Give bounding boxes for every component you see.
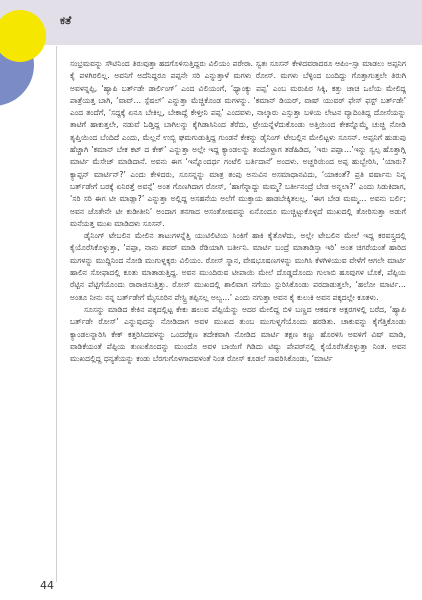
page-number: 44 [40, 579, 54, 592]
paragraph: ಸಂಭ್ರಮವನ್ನು ಸೌಟಿನಿಂದ ತಿರುವುತ್ತಾ ಹದಗೊಳಿಸುತ್ತಿದ್ದರು ವಿಲಿಯಂ ಪರೇರಾ. ಸ್ವತಃ ಸೂಸನ್ ಕೇಳಿದವರಾದರೂ ಆಪಿಂ–ಸ್ಸಾ ಮಾಡಲು ಅಪ್ಪನಿಗ ಕೈ ಪಳಗಿರಲಿಲ್ಲ. ಅವನಿಗೆ ಅದೆನಿದ್ದರೂ ಪಪ್ಪನೇ ಸರಿ ಎನ್ನುತ್ತಾಳೆ ಮಗಳು ರೋಸ್. ಮಗಳು ಬೆಳ್ಳಿಂದ ಬಂದಿದ್ದು ಗೊತ್ತಾಗುತ್ತಲೇ ತಿರುಗಿ ಅವಳನ್ನಪ್ಪಿ, ‘ಹ್ಯಾಪಿ ಬರ್ತ್‌ಡೇ ಡಾರ್ಲಿಂಗ್’ ಎಂದ ವಿಲಿಯಂಗೆ, ‘ಥ್ಯಾಂಕ್ಯು ಪಪ್ಪ’ ಎಂಬ ಮರುಪಿರ ಸಿಕ್ಕಿ, ಕತ್ತು ಚಾಚಿ ಒಲೆಯ ಮೇಲಿದ್ದ ಪಾತ್ರೆಯತ್ತ ಬಾಗಿ, ‘ವಾವ್… ಸ್ಪೆಷಲ್’ ಎನ್ನುತ್ತಾ ಮೆಚ್ಚಿಕೊಂಡ ಮಗಳನ್ನು. ‘ಕಮಾನ್ ಡಿಯರ್, ವಾಷ್ ಯುವರ್ ಫೇಸ್ ಫಸ್ಟ್ ಬರ್ತ್‌ಡೇ’ ಎಂದ ತಂದೆಗೆ, ‘ಸದ್ದಕ್ಕೆ ಏನೂ ಬೇಕಿಲ್ಲ, ಬೇಕಾದ್ದೆ ಕೇಳ್ತೀನಿ ಪಪ್ಪ’ ಎಂದವಳು, ನಾಲ್ಕಾರು ಎಸ್ಸುತ್ತಾ ಬಳಿಯ ಲೇಟನ ವ್ಯಾದಿಂತಿದ್ದ ದೋಸೆಯನ್ನು ತಾಟಿಗೆ ಹಾಕುತ್ತಲೇ, ನಡುವೆ ಓಡ್ತಿದ್ದ ಬಾಗಿಲನ್ನು ಕೈಗಿಡಾಸಿನಿಂದ ತೆರೆದು, ಟ್ರೇಯನ್ನೆಳೆದುಕೊಂಡು ಅತ್ತಿಯಿಂದ ಕೇಕನ್ನೊಮ್ಮೆ ಚುಚ್ಚಿ ನೋಡಿ ತೃಪ್ತಿಯಿಂದ ಬೆಂದಿದೆ ಎಂದು, ಮೆಲ್ಲನೆ ಉಬ್ಬಿ ಘಮಗುಡುತ್ತಿದ್ದ ಗುಂಡನೆ ಕೇಕನ್ನು ಡೈನಿಂಗ್ ಟೇಬಲ್ಲಿನ ಮೇಲಿಟ್ಟಳು ಸೂಸನ್. ಅಪ್ಪನಿಗೆ ಹುಡುಪು ಹೆಚ್ಚಾಗಿ ‘ಕಮಾನ್ ಬೇಕ ಕಟ್ ದ ಕೇಕ್’ ಎನ್ನುತ್ತಾ ಅಲ್ಲೇ ಇದ್ದ ಕ್ಯಾಂಡಲನ್ನು ತಂದೊಳ್ದಾಗ ತಡೆಹಿಡಿದ, ‘ಇರು ಪಪ್ಪಾ…’ಇನ್ನು ಸ್ವಲ್ಪ ಹೊತ್ತಾಗ್ಲಿ ಮಾರ್ಟಿ ಮೆಸೇಜ್ ಮಾಡಿದಾನೆ. ಅವನು ಈಗ ‘ಇನ್ನೊಂದರ್ಧ ಗಂಟೆಲಿ ಬರ್ತಿದಾನೆ’ ಅಂದಳು. ಅಚ್ಚರಿಯಿಂದ ಅಪ್ಪ ಹುಬ್ಬೇರಿಸಿ, ‘ಯಾರು? ಕ್ಯಾಪ್ಟನ್ ಮಾರ್ಟಿನ್?’ ಎಂದು ಕೇಳಿದರು, ಸೂಸನ್ನನ್ನು ಮಾತ್ರ ತಂಪು ಅನುವಿನ ಅಸಮಾಧಾನವಿದು, ‘ಯಾಕಂತೆ? ಪ್ರತಿ ವರ್ಷಾನು ನಿನ್ನ ಬರ್ತ್‌ಡೇಗೆ ಬರಕ್ಕೆ ಏನಿರತ್ತೆ ಅವನ್ಗೆ’ ಅಂತ ಗೊಣಗಿದಾಗ ರೋಸ್, ‘ಹಾಗೆನ್ನಾದ್ದು ಮಮ್ಮ? ಬರ್ತೀನಂದ್ರೆ ಬೇಡ ಅನ್ನಲಾ?’ ಎಂದು ಸಿಡುಕಿದಾಗ, ‘ಸರಿ ಸರಿ ಈಗ ಟೀ ಮಾಡ್ಲಾ?’ ಎನ್ನುತ್ತಾ ಅಲ್ಲಿದ್ದ ಅಸಹನೆಯ ಅಲೆಗೆ ಮುಕ್ತಾಯ ಹಾಡಬೇಕ್ಕಿತಲಲ್ಲ. ‘ಈಗ ಬೇಡ ಮಮ್ಮ… ಅವನು ಬರ್ಲಿ; ಅವನ ಜೊತೇನೇ ಟೀ ಕುಡೀತೀನಿ’ ಅಂದಾಗ ತನಗಾದ ಅಸಂತೋಷವನ್ನು ಏನೊಂದೂ ಮುಚ್ಚಿಟ್ಟುಕೊಳ್ಳದೆ ಮುಖದಲ್ಲಿ ತೋರಿಸುತ್ತಾ ಅಡುಗೆ ಮನೆಯತ್ತ ಮುಖ ಮಾಡಿದಳು ಸೂಸನ್. [70, 59, 406, 228]
paragraph: ಡೈನಿಂಗ್ ಟೇಬಲಿನ ಮೇಲಿನ ತಾಟುಗಳನ್ನೆತ್ತಿ ಯುಟಿಲಿಟಿಯ ಸಿಂಕಿಗೆ ಹಾಕಿ ಕೈತೊಳೆದು, ಅಲ್ಲೇ ಟೇಬಲಿನ ಮೇಲೆ ಇದ್ದ ಕರವಸ್ತ್ರದಲ್ಲಿ ಕೈಯೊರೆಸಿಕೊಳ್ಳುತ್ತಾ, ‘ಪಪ್ಪಾ, ನಾನು ಶವರ್ ಮಾಡಿ ರೆಡಿಯಾಗಿ ಬರ್ತೀನಿ. ಮಾರ್ಟಿ ಬಂದ್ರೆ ಮಾತಾಡಿಸ್ತಾ ಇರಿ’ ಅಂತ ಚಿಗರೆಯಂತೆ ಹಾರಿದ ಮಗಳನ್ನು ಮುದ್ದಿನಿಂದ ನೋಡಿ ಮುಗುಳ್ನಕ್ಕರು ವಿಲಿಯಂ. ರೋಸ್ ಸ್ನಾನ, ವೇಷಭೂಷಣಗಳನ್ನು ಮುಗಿಸಿ ಕೆಳಗಿಳಿಯುವ ವೇಳೆಗೆ ಆಗಲೇ ಮಾರ್ಟಿ ಹಾಲಿನ ಸೋಫಾದಲ್ಲಿ ಕೂತು ಮಾತಾಡುತ್ತಿದ್ದ. ಅವನ ಮುಂದಿರುವ ಟೀಪಾಯಿ ಮೇಲೆ ದೊಡ್ಡದೊಂದು ಗುಲಾಬಿ ಹೂವುಗಳ ಬೊಕೆ, ಪೆಪ್ಪಿಯ ರೆಟ್ಟಿನ ಪೆಟ್ಟಿಗೆಯೊಂದು ರಾರಾಜಿಸುತ್ತಿತ್ತು. ರೋಸ್ ಮುಖದಲ್ಲಿ ಶಾಲಿವಾಗ ನಗೆಯು ಸ್ಫುರಿಸಿಕೊಂಡು ಪರದಾಡುತ್ತಲೇ, ‘ಹಲೋ ಮಾರ್ಟಿ… ಅಂತೂ ನೀನು ನನ್ನ ಬರ್ತ್‌ಡೇಗೆ ಮೈಸೂರಿನ ಪೇಸ್ಟ್ರಿ ತಪ್ಪಿಸಲ್ಲ ಅಲ್ವ…’ ಎಂದು ನಗುತ್ತಾ ಅವನ ಕೈ ಕುಲುಕಿ ಅವನ ಪಕ್ಕದಲ್ಲೇ ಕೂತಳು. [70, 231, 406, 302]
decorative-yellow-circle [0, 10, 46, 62]
paragraph: ಸೂಸನ್ನು ಮಾಡಿದ ಕೇಕಿನ ಪಕ್ಕದಲ್ಲಿಟ್ಟ ಕೇಕು ಹಲುವ ಪೆಪ್ಪಿಯೆನ್ನು ಅದರ ಮೇಲಿದ್ದ ಬಿಳಿ ಬಣ್ಣದ ಆಕರ್ಷಕ ಅಕ್ಷರಗಳಲ್ಲಿ ಬರೆದ, ‘ಹ್ಯಾಪಿ ಬರ್ತ್‌ಡೇ ರೋಸ್’ ಎನ್ನುವುದನ್ನು ನೋಡಿದಾಗ ಅವಳ ಮುಖದ ತುಂಬ ಮುಗುಳ್ನಗೆಯೊಂದು ಹರಡಿತು. ಚಾಕುವನ್ನು ಕೈಗೆತ್ತಿಕೊಂಡು ಕ್ಯಾಂಡಲನ್ನಾರಿಸಿ ಕೇಕ್ ಕತ್ತರಿಸಿದವಳನ್ನು ಒಂದರೆಕ್ಷಣ ತದೇಕವಾಗಿ ನೋಡಿದ ಮಾರ್ಟಿ ತಕ್ಷಣ ಕಣ್ಣು ಹೊರಳಿಸಿ ಅವಳಿಗೆ ವಿಷ್ ಮಾಡಿ, ವಾಡಿಕೆಯಂತೆ ಪೆಪ್ಪಿಯ ತುಣುಕೊಂದನ್ನು ಮುಂದೊ ಅವಳ ಬಾಯಿಗೆ ಗಿಡಿದು ಟಿಷ್ಯು ಪೇಪರ್‌ನಲ್ಲಿ ಕೈಯೊರೆಸಿಕೊಳ್ಳುತ್ತಾ ನಿಂತ. ಅವನ ಮುಖದಲ್ಲಿದ್ದ ಧನ್ಯತೆಯನ್ನು ಕಂಡು ಬೆರಗುಗೊಳಗಾದವಳಂತೆ ನಿಂತ ರೋಸ್ ಕೂಡಲೆ ಸಾವರಿಸಿಕೊಂಡು, ‘ಮಾರ್ಟಿ [70, 304, 406, 364]
story-text [70, 58, 406, 580]
section-title: ಕತೆ [60, 14, 72, 27]
margin-rule [56, 46, 57, 582]
